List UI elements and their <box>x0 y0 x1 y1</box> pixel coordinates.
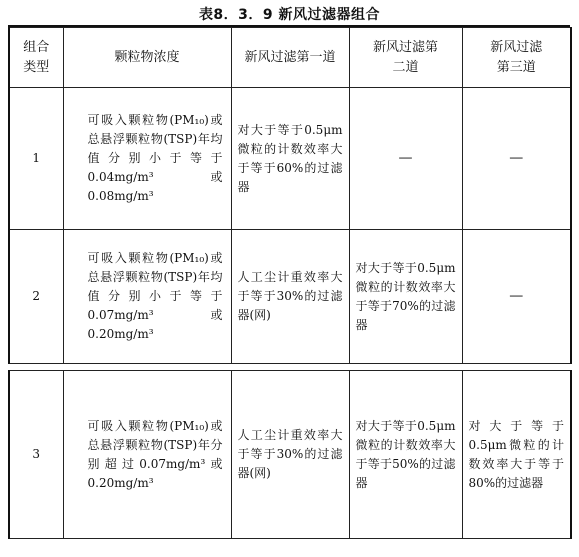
header-row <box>9 28 571 88</box>
row-stage3: — <box>462 88 571 230</box>
row-stage2: 对大于等于0.5μm微粒的计数效率大于等于70%的过滤器 <box>349 230 462 364</box>
row-concentration: 可吸入颗粒物(PM₁₀)或总悬浮颗粒物(TSP)年分别超过0.07mg/m³或0.20mg/m³ <box>63 371 231 539</box>
row-stage1: 对大于等于0.5μm微粒的计数效率大于等于60%的过滤器 <box>231 88 349 230</box>
row-stage1: 人工尘计重效率大于等于30%的过滤器(网) <box>231 230 349 364</box>
row-stage1: 人工尘计重效率大于等于30%的过滤器(网) <box>231 371 349 539</box>
row-stage2: 对大于等于0.5μm微粒的计数效率大于等于50%的过滤器 <box>349 371 462 539</box>
filter-combination-table <box>8 27 572 539</box>
header-stage1: 新风过滤第一道 <box>231 28 349 88</box>
table-row <box>9 230 571 364</box>
row-stage3: 对大于等于0.5μm微粒的计数效率大于等于80%的过滤器 <box>462 371 571 539</box>
table-row <box>9 371 571 539</box>
header-type: 组合类型 <box>9 28 63 88</box>
table-row <box>9 88 571 230</box>
row-type: 1 <box>9 88 63 230</box>
row-concentration: 可吸入颗粒物(PM₁₀)或总悬浮颗粒物(TSP)年均值分别小于等于0.07mg/m³或0.20mg/m³ <box>63 230 231 364</box>
table-title: 表8．3．9 新风过滤器组合 <box>198 7 381 23</box>
row-concentration: 可吸入颗粒物(PM₁₀)或总悬浮颗粒物(TSP)年均值分别小于等于0.04mg/m³或0.08mg/m³ <box>63 88 231 230</box>
row-stage2: — <box>349 88 462 230</box>
row-type: 2 <box>9 230 63 364</box>
header-concentration: 颗粒物浓度 <box>63 28 231 88</box>
header-stage2: 新风过滤第二道 <box>349 28 462 88</box>
header-stage3: 新风过滤第三道 <box>462 28 571 88</box>
row-type: 3 <box>9 371 63 539</box>
row-gap <box>9 364 571 371</box>
row-stage3: — <box>462 230 571 364</box>
